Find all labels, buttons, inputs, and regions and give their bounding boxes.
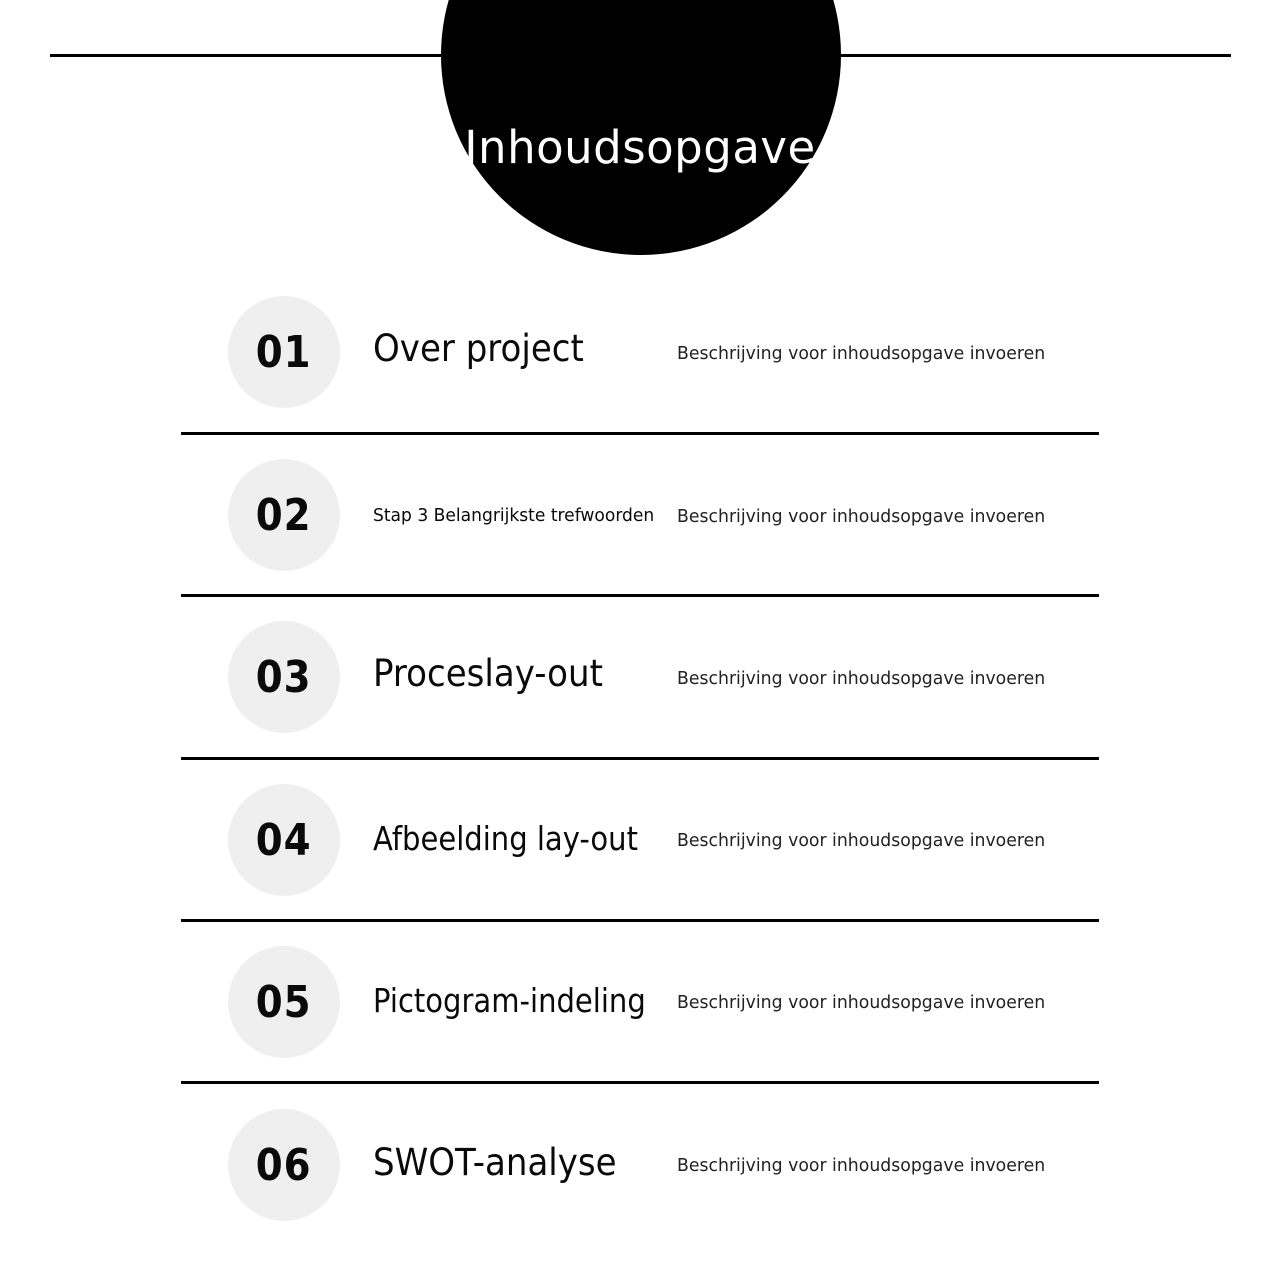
item-title: Pictogram-indeling bbox=[373, 981, 646, 1020]
item-description: Beschrijving voor inhoudsopgave invoeren bbox=[677, 830, 1046, 851]
item-title: Stap 3 Belangrijkste trefwoorden bbox=[373, 505, 655, 526]
item-description: Beschrijving voor inhoudsopgave invoeren bbox=[677, 668, 1046, 689]
number-circle bbox=[228, 946, 340, 1058]
item-number: 05 bbox=[256, 976, 312, 1028]
item-title: Proceslay-out bbox=[373, 652, 603, 695]
toc-item-2[interactable] bbox=[181, 434, 1099, 596]
item-number: 01 bbox=[256, 326, 312, 378]
toc-item-5[interactable] bbox=[181, 921, 1099, 1083]
number-circle bbox=[228, 1109, 340, 1221]
toc-item-3[interactable] bbox=[181, 596, 1099, 758]
item-description: Beschrijving voor inhoudsopgave invoeren bbox=[677, 1155, 1046, 1176]
item-number: 03 bbox=[256, 651, 312, 703]
item-number: 06 bbox=[256, 1139, 312, 1191]
item-title: Over project bbox=[373, 327, 584, 370]
item-title: SWOT-analyse bbox=[373, 1141, 617, 1184]
item-description: Beschrijving voor inhoudsopgave invoeren bbox=[677, 992, 1046, 1013]
number-circle bbox=[228, 784, 340, 896]
toc-item-4[interactable] bbox=[181, 759, 1099, 921]
number-circle bbox=[228, 459, 340, 571]
item-number: 04 bbox=[256, 814, 312, 866]
item-description: Beschrijving voor inhoudsopgave invoeren bbox=[677, 343, 1046, 364]
item-number: 02 bbox=[256, 489, 312, 541]
page-title: Inhoudsopgave bbox=[464, 121, 816, 174]
toc-item-6[interactable] bbox=[181, 1083, 1099, 1245]
number-circle bbox=[228, 296, 340, 408]
item-description: Beschrijving voor inhoudsopgave invoeren bbox=[677, 506, 1046, 527]
item-title: Afbeelding lay-out bbox=[373, 819, 638, 858]
toc-item-1[interactable] bbox=[181, 271, 1099, 433]
number-circle bbox=[228, 621, 340, 733]
